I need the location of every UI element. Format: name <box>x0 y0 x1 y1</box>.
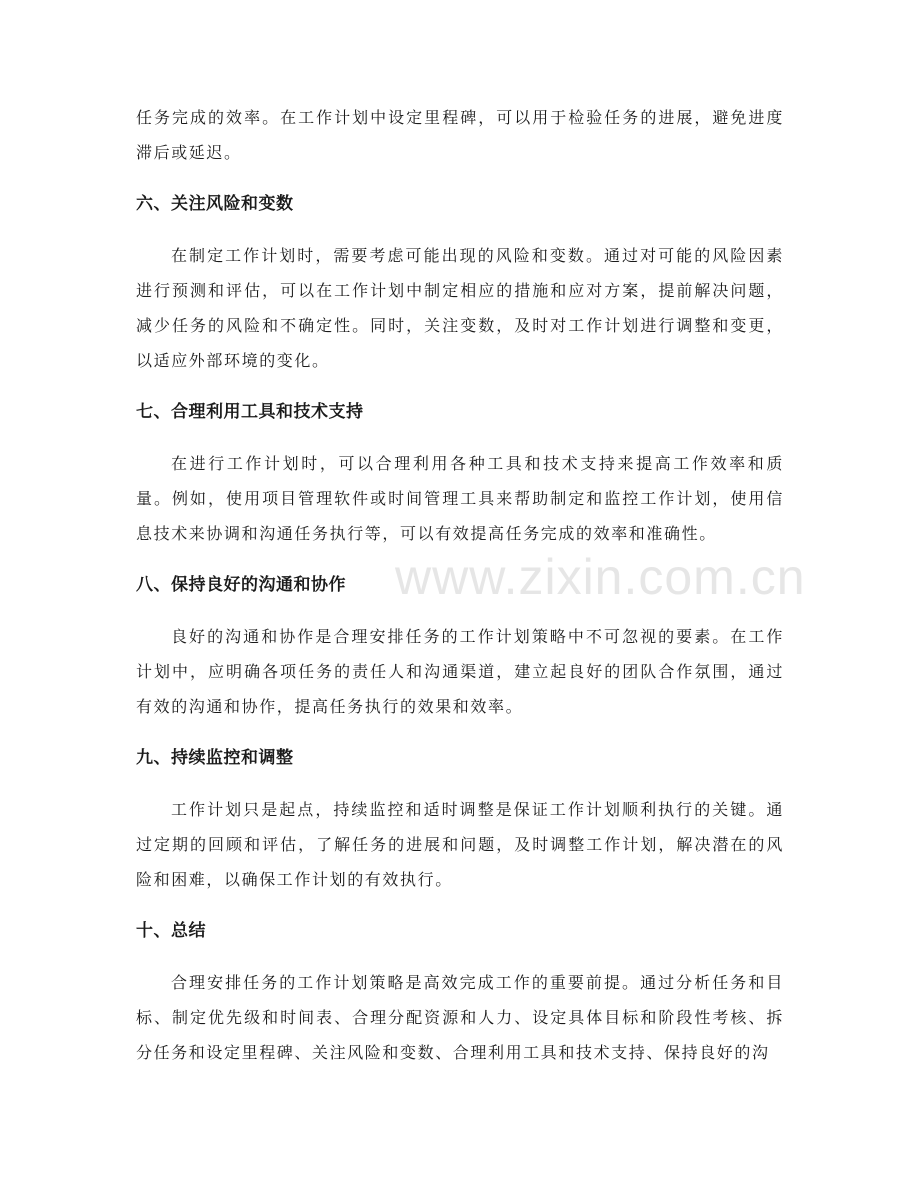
document-page <box>136 100 784 1086</box>
section-paragraph: 良好的沟通和协作是合理安排任务的工作计划策略中不可忽视的要素。在工作计划中，应明确各项任务的责任人和沟通渠道，建立起良好的团队合作氛围，通过有效的沟通和协作，提高任务执行的效果和效率。 <box>136 627 784 716</box>
section-10 <box>136 913 784 1070</box>
section-8 <box>136 567 784 724</box>
section-paragraph: 合理安排任务的工作计划策略是高效完成工作的重要前提。通过分析任务和目标、制定优先级和时间表、合理分配资源和人力、设定具体目标和阶段性考核、拆分任务和设定里程碑、关注风险和变数、合理利用工具和技术支持、保持良好的沟 <box>136 973 784 1062</box>
intro-paragraph: 任务完成的效率。在工作计划中设定里程碑，可以用于检验任务的进展，避免进度滞后或延迟。 <box>136 108 784 162</box>
section-heading: 十、总结 <box>136 921 206 941</box>
section-6 <box>136 186 784 378</box>
section-9 <box>136 740 784 897</box>
section-heading: 九、持续监控和调整 <box>136 748 294 768</box>
section-heading: 七、合理利用工具和技术支持 <box>136 402 364 422</box>
section-7 <box>136 394 784 551</box>
section-heading: 六、关注风险和变数 <box>136 194 294 214</box>
section-paragraph: 在进行工作计划时，可以合理利用各种工具和技术支持来提高工作效率和质量。例如，使用项目管理软件或时间管理工具来帮助制定和监控工作计划，使用信息技术来协调和沟通任务执行等，可以有效提高任务完成的效率和准确性。 <box>136 454 784 543</box>
watermark-text: www.zixin.com.cn <box>395 549 806 605</box>
section-paragraph: 工作计划只是起点，持续监控和适时调整是保证工作计划顺利执行的关键。通过定期的回顾和评估，了解任务的进展和问题，及时调整工作计划，解决潜在的风险和困难，以确保工作计划的有效执行。 <box>136 800 784 889</box>
section-paragraph: 在制定工作计划时，需要考虑可能出现的风险和变数。通过对可能的风险因素进行预测和评估，可以在工作计划中制定相应的措施和应对方案，提前解决问题，减少任务的风险和不确定性。同时，关注变数，及时对工作计划进行调整和变更，以适应外部环境的变化。 <box>136 246 784 370</box>
section-heading: 八、保持良好的沟通和协作 <box>136 575 346 595</box>
